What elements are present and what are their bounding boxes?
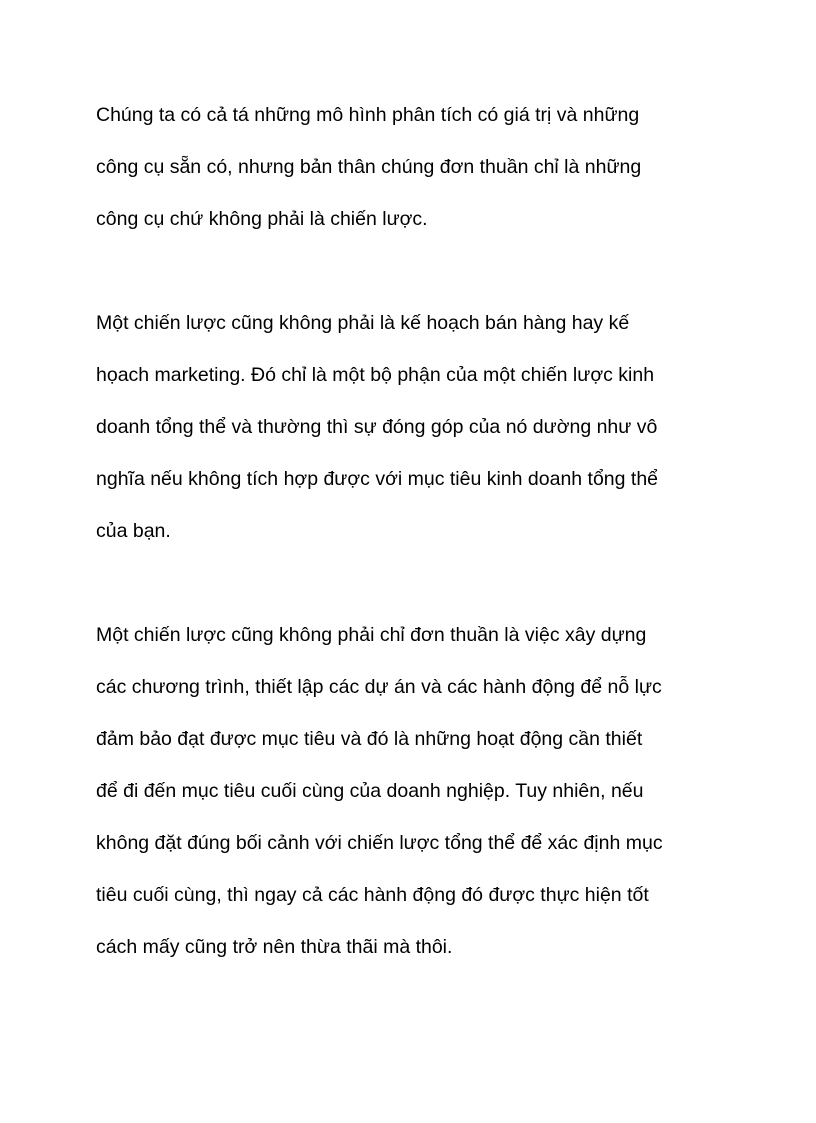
paragraph-line: để đi đến mục tiêu cuối cùng của doanh nghiệp. Tuy nhiên, nếu (96, 780, 644, 802)
paragraph-line: nghĩa nếu không tích hợp được với mục tiêu kinh doanh tổng thể (96, 468, 659, 490)
paragraph-line: không đặt đúng bối cảnh với chiến lược tổng thể để xác định mục (96, 832, 663, 854)
paragraph-line: đảm bảo đạt được mục tiêu và đó là những hoạt động cần thiết (96, 728, 643, 750)
paragraph-line: công cụ chứ không phải là chiến lược. (96, 208, 428, 230)
paragraph-line: Chúng ta có cả tá những mô hình phân tích có giá trị và những (96, 104, 640, 126)
paragraph-line: doanh tổng thể và thường thì sự đóng góp của nó dường như vô (96, 416, 658, 438)
paragraph-line: Một chiến lược cũng không phải chỉ đơn thuần là việc xây dựng (96, 624, 647, 646)
paragraph-line: công cụ sẵn có, nhưng bản thân chúng đơn thuần chỉ là những (96, 156, 642, 178)
paragraph-line: tiêu cuối cùng, thì ngay cả các hành động đó được thực hiện tốt (96, 884, 649, 906)
paragraph-line: các chương trình, thiết lập các dự án và các hành động để nỗ lực (96, 676, 662, 698)
paragraph-line: Một chiến lược cũng không phải là kế hoạch bán hàng hay kế (96, 312, 630, 334)
paragraph-line: của bạn. (96, 520, 171, 542)
paragraph-line: họach marketing. Đó chỉ là một bộ phận của một chiến lược kinh (96, 364, 655, 386)
paragraph-line: cách mấy cũng trở nên thừa thãi mà thôi. (96, 936, 453, 958)
